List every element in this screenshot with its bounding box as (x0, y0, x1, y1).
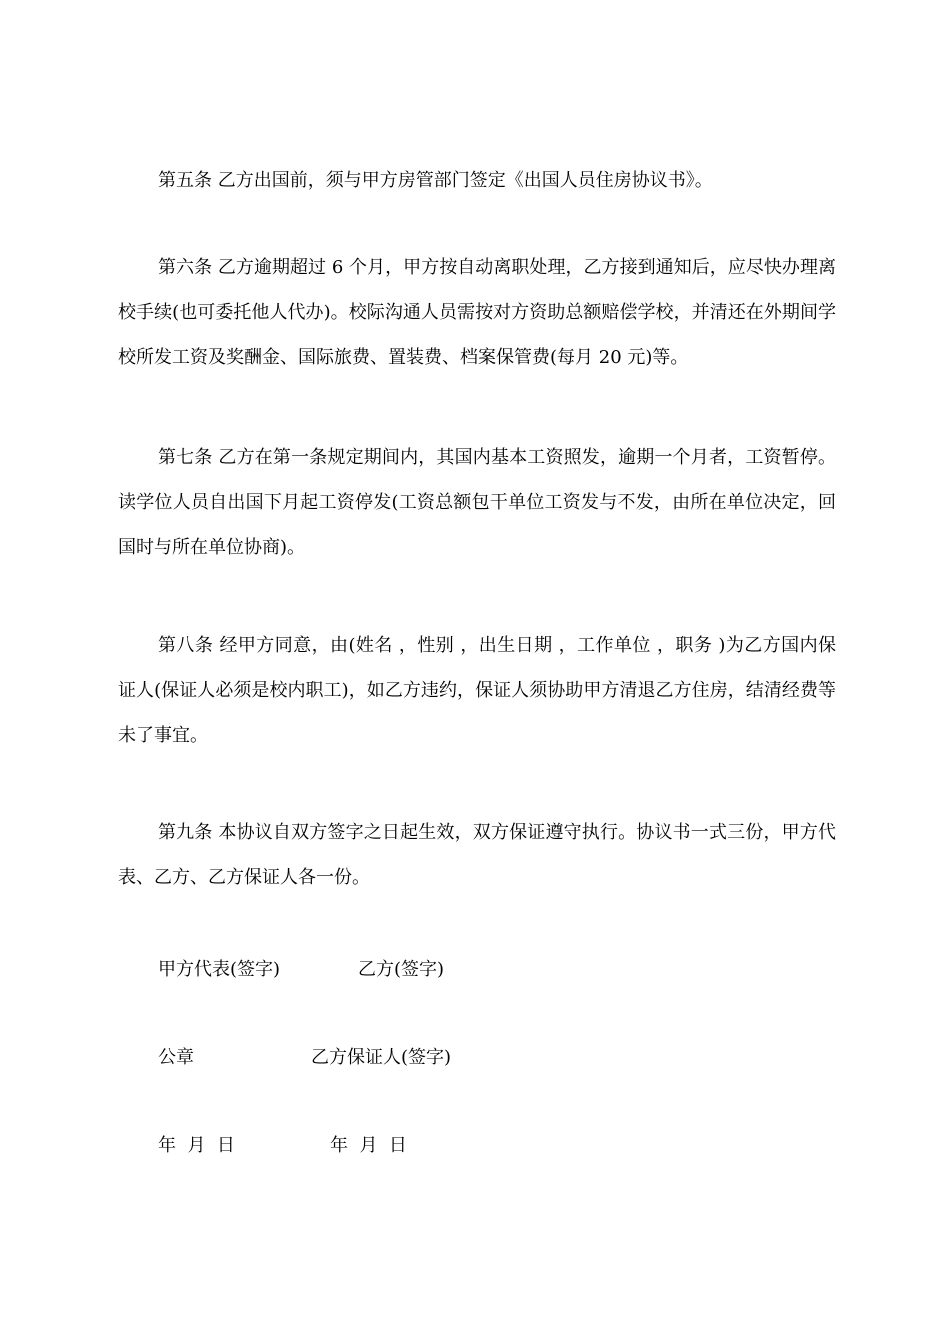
party-a-rep-signature-label: 甲方代表(签字) (158, 959, 281, 980)
guarantor-signature-label: 乙方保证人(签字) (311, 1047, 452, 1068)
seal-label: 公章 (158, 1047, 194, 1068)
article-7: 第七条 乙方在第一条规定期间内，其国内基本工资照发，逾期一个月者，工资暂停。读学位人员自出国下月起工资停发(工资总额包干单位工资发与不发，由所在单位决定，回国时与所在单位协商)。 (118, 447, 836, 558)
date-right: 年 月 日 (330, 1135, 407, 1156)
party-b-signature-label: 乙方(签字) (358, 959, 445, 980)
article-6: 第六条 乙方逾期超过 6 个月，甲方按自动离职处理，乙方接到通知后，应尽快办理离校手续(也可委托他人代办)。校际沟通人员需按对方资助总额赔偿学校，并清还在外期间学校所发工资及奖酬金、国际旅费、置装费、档案保管费(每月 20 元)等。 (118, 257, 836, 368)
signature-row-2 (158, 1043, 452, 1073)
article-5: 第五条 乙方出国前，须与甲方房管部门签定《出国人员住房协议书》。 (158, 170, 713, 191)
signature-row-3 (158, 1131, 407, 1161)
article-8: 第八条 经甲方同意，由(姓名 ，性别 ，出生日期 ，工作单位 ，职务 )为乙方国内保证人(保证人必须是校内职工)，如乙方违约，保证人须协助甲方清退乙方住房，结清经费等未了事宜。 (118, 635, 836, 746)
article-9: 第九条 本协议自双方签字之日起生效，双方保证遵守执行。协议书一式三份，甲方代表、乙方、乙方保证人各一份。 (118, 822, 836, 888)
signature-row-1 (158, 955, 445, 985)
date-left: 年 月 日 (158, 1135, 235, 1156)
